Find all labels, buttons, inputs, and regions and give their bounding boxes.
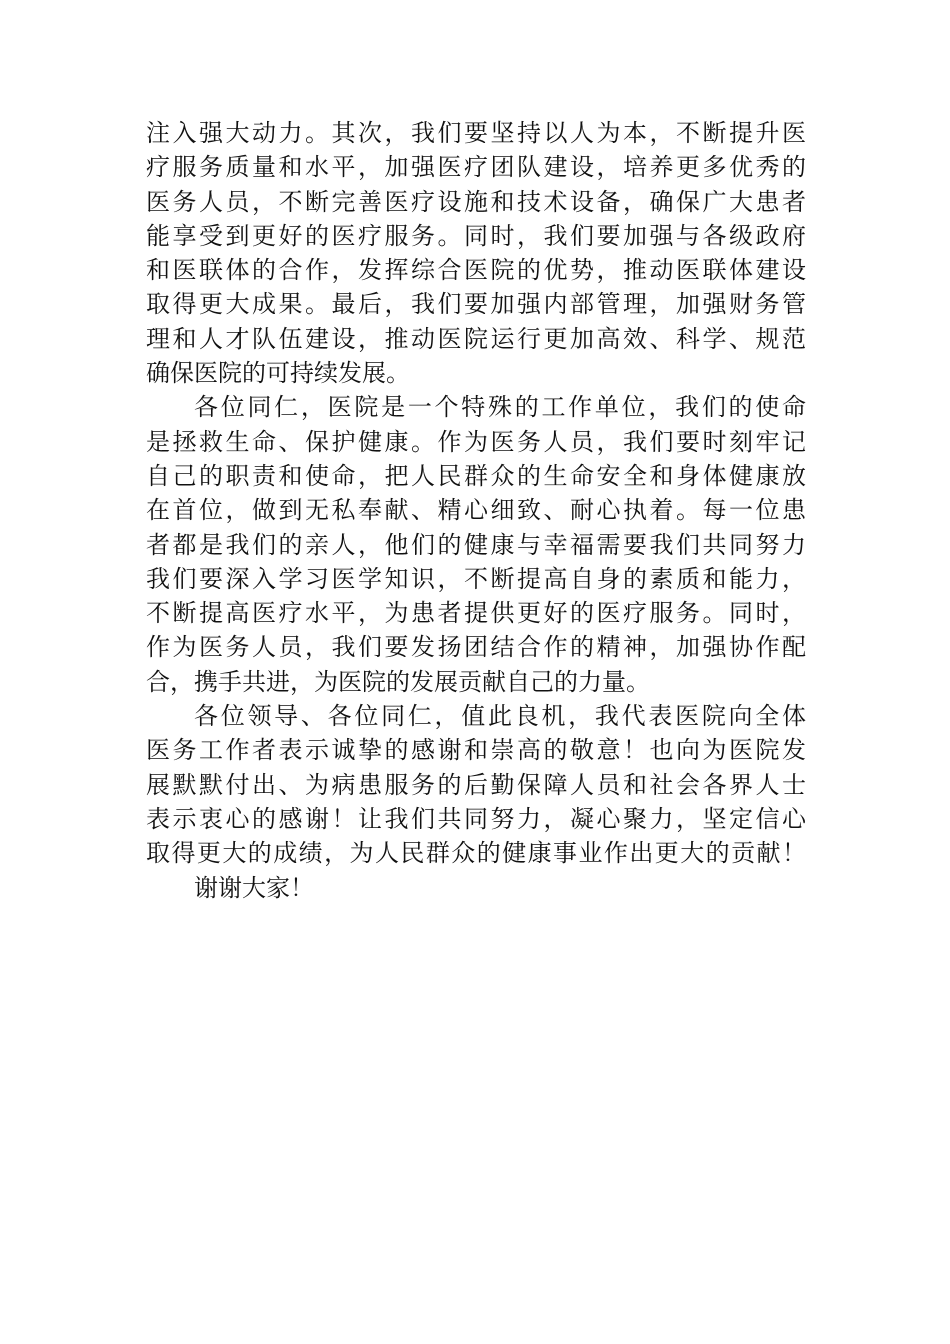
text-line: 合，携手共进，为医院的发展贡献自己的力量。 bbox=[146, 667, 650, 696]
text-line: 理和人才队伍建设，推动医院运行更加高效、科学、规范 bbox=[146, 324, 806, 353]
text-line: 各位同仁，医院是一个特殊的工作单位，我们的使命 bbox=[194, 393, 806, 422]
text-line: 医务人员，不断完善医疗设施和技术设备，确保广大患者 bbox=[146, 187, 806, 216]
text-line: 疗服务质量和水平，加强医疗团队建设，培养更多优秀的 bbox=[146, 153, 806, 182]
text-line: 和医联体的合作，发挥综合医院的优势，推动医联体建设 bbox=[146, 256, 806, 285]
text-line: 我们要深入学习医学知识，不断提高自身的素质和能力， bbox=[146, 564, 806, 593]
text-line: 取得更大的成绩，为人民群众的健康事业作出更大的贡献！ bbox=[146, 839, 806, 868]
text-line: 表示衷心的感谢！让我们共同努力，凝心聚力，坚定信心 bbox=[146, 804, 806, 833]
text-line: 确保医院的可持续发展。 bbox=[146, 359, 410, 388]
text-line: 取得更大成果。最后，我们要加强内部管理，加强财务管 bbox=[146, 290, 806, 319]
text-line: 谢谢大家！ bbox=[194, 873, 314, 902]
text-line: 作为医务人员，我们要发扬团结合作的精神，加强协作配 bbox=[146, 633, 806, 662]
document-body bbox=[146, 116, 806, 905]
text-line: 医务工作者表示诚挚的感谢和崇高的敬意！也向为医院发 bbox=[146, 736, 806, 765]
text-line: 展默默付出、为病患服务的后勤保障人员和社会各界人士 bbox=[146, 770, 806, 799]
text-line: 者都是我们的亲人，他们的健康与幸福需要我们共同努力 bbox=[146, 530, 806, 559]
text-line: 在首位，做到无私奉献、精心细致、耐心执着。每一位患 bbox=[146, 496, 806, 525]
text-line: 各位领导、各位同仁，值此良机，我代表医院向全体 bbox=[194, 702, 806, 731]
text-line: 自己的职责和使命，把人民群众的生命安全和身体健康放 bbox=[146, 461, 806, 490]
text-line: 是拯救生命、保护健康。作为医务人员，我们要时刻牢记 bbox=[146, 427, 806, 456]
text-line: 能享受到更好的医疗服务。同时，我们要加强与各级政府 bbox=[146, 221, 806, 250]
text-line: 不断提高医疗水平，为患者提供更好的医疗服务。同时， bbox=[146, 599, 806, 628]
text-line: 注入强大动力。其次，我们要坚持以人为本，不断提升医 bbox=[146, 119, 806, 147]
